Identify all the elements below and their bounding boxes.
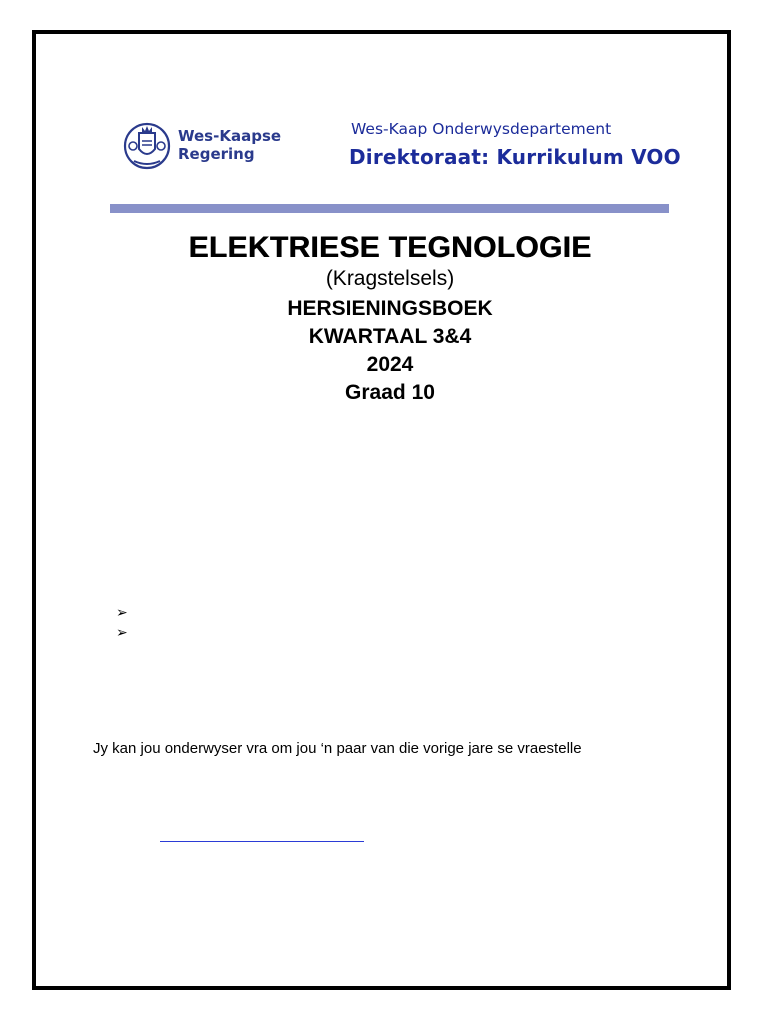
bullet-list <box>116 602 128 642</box>
header-divider <box>110 204 669 213</box>
logo-line-2: Regering <box>178 145 255 163</box>
year-label: 2024 <box>366 353 414 376</box>
logo-line-1: Wes-Kaapse <box>178 127 282 145</box>
hyperlink-underline[interactable] <box>160 841 364 842</box>
logo-text <box>178 127 281 163</box>
grade-label: Graad 10 <box>345 381 435 404</box>
book-type: HERSIENINGSBOEK <box>287 297 493 320</box>
list-item-bullet-icon: ➢ <box>116 624 128 640</box>
page-border <box>32 30 731 990</box>
list-item-bullet-icon: ➢ <box>116 604 128 620</box>
coat-of-arms-icon <box>122 119 172 171</box>
government-logo <box>122 119 281 171</box>
term-label: KWARTAAL 3&4 <box>308 325 472 348</box>
department-name: Wes-Kaap Onderwysdepartement <box>351 120 612 138</box>
directorate-name: Direktoraat: Kurrikulum VOO <box>349 145 681 169</box>
teacher-note: Jy kan jou onderwyser vra om jou ‘n paar van die vorige jare se vraestelle <box>93 740 582 757</box>
document-title: ELEKTRIESE TEGNOLOGIE <box>188 231 592 264</box>
document-subtitle: (Kragstelsels) <box>325 267 455 290</box>
